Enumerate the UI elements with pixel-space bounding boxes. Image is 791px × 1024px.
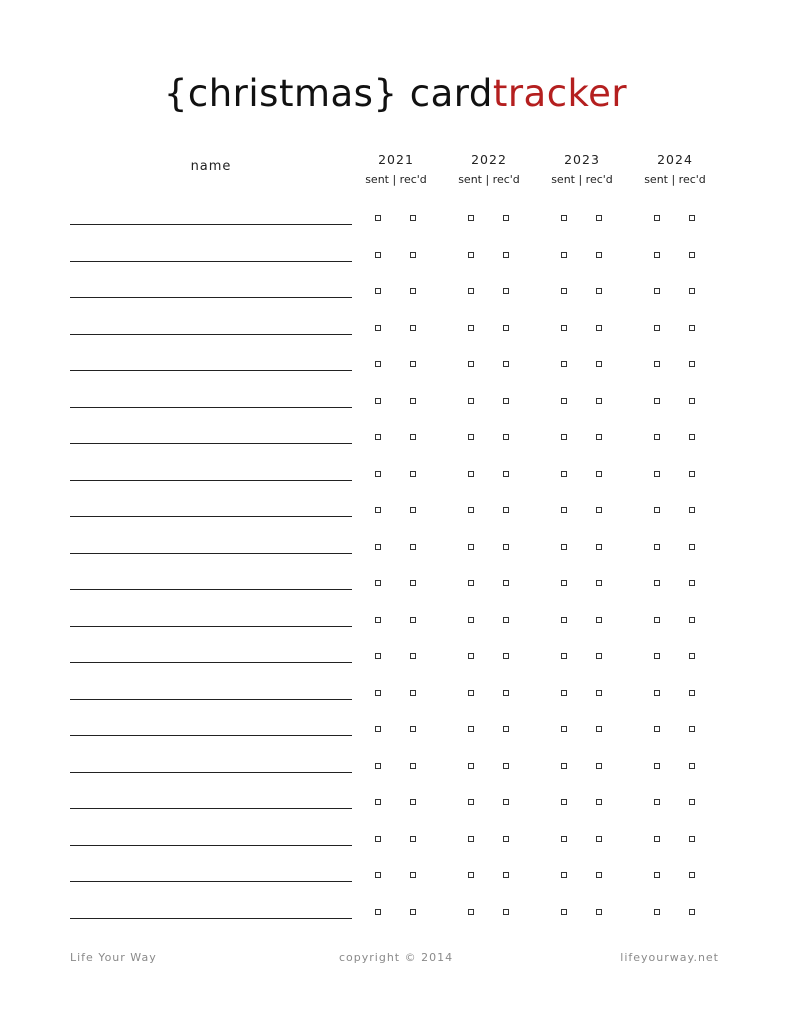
sent-checkbox-2023[interactable]: [561, 836, 567, 842]
name-entry-line[interactable]: [70, 297, 352, 298]
sent-checkbox-2022[interactable]: [468, 836, 474, 842]
received-checkbox-2024[interactable]: [689, 872, 695, 878]
received-checkbox-2024[interactable]: [689, 836, 695, 842]
name-entry-line[interactable]: [70, 918, 352, 919]
sent-checkbox-2021[interactable]: [375, 215, 381, 221]
table-row: [0, 677, 791, 713]
received-checkbox-2021[interactable]: [410, 361, 416, 367]
page-title: [0, 72, 791, 116]
sent-checkbox-2022[interactable]: [468, 690, 474, 696]
received-checkbox-2022[interactable]: [503, 288, 509, 294]
received-checkbox-2023[interactable]: [596, 325, 602, 331]
received-checkbox-2024[interactable]: [689, 252, 695, 258]
sent-checkbox-2021[interactable]: [375, 909, 381, 915]
sent-checkbox-2022[interactable]: [468, 872, 474, 878]
name-entry-line[interactable]: [70, 662, 352, 663]
received-checkbox-2022[interactable]: [503, 799, 509, 805]
sent-checkbox-2022[interactable]: [468, 653, 474, 659]
sent-checkbox-2022[interactable]: [468, 215, 474, 221]
name-entry-line[interactable]: [70, 370, 352, 371]
received-checkbox-2023[interactable]: [596, 434, 602, 440]
sent-checkbox-2023[interactable]: [561, 726, 567, 732]
name-entry-line[interactable]: [70, 516, 352, 517]
table-row: [0, 348, 791, 384]
name-entry-line[interactable]: [70, 334, 352, 335]
footer-brand: Life Your Way: [70, 951, 157, 964]
sent-checkbox-2023[interactable]: [561, 434, 567, 440]
sent-checkbox-2022[interactable]: [468, 799, 474, 805]
received-checkbox-2022[interactable]: [503, 690, 509, 696]
sent-received-label: sent | rec'd: [458, 173, 520, 186]
name-entry-line[interactable]: [70, 881, 352, 882]
received-checkbox-2022[interactable]: [503, 653, 509, 659]
name-entry-line[interactable]: [70, 443, 352, 444]
sent-checkbox-2023[interactable]: [561, 398, 567, 404]
table-row: [0, 750, 791, 786]
sent-checkbox-2021[interactable]: [375, 544, 381, 550]
received-checkbox-2023[interactable]: [596, 580, 602, 586]
sent-checkbox-2021[interactable]: [375, 617, 381, 623]
sent-checkbox-2023[interactable]: [561, 361, 567, 367]
received-checkbox-2024[interactable]: [689, 288, 695, 294]
received-checkbox-2023[interactable]: [596, 215, 602, 221]
sent-checkbox-2023[interactable]: [561, 690, 567, 696]
name-entry-line[interactable]: [70, 626, 352, 627]
sent-checkbox-2024[interactable]: [654, 726, 660, 732]
sent-checkbox-2024[interactable]: [654, 617, 660, 623]
received-checkbox-2023[interactable]: [596, 872, 602, 878]
received-checkbox-2022[interactable]: [503, 471, 509, 477]
sent-received-label: sent | rec'd: [551, 173, 613, 186]
sent-checkbox-2021[interactable]: [375, 580, 381, 586]
table-row: [0, 604, 791, 640]
received-checkbox-2022[interactable]: [503, 872, 509, 878]
received-checkbox-2022[interactable]: [503, 726, 509, 732]
received-checkbox-2024[interactable]: [689, 617, 695, 623]
received-checkbox-2022[interactable]: [503, 763, 509, 769]
year-label: 2023: [564, 152, 600, 167]
received-checkbox-2023[interactable]: [596, 398, 602, 404]
received-checkbox-2023[interactable]: [596, 909, 602, 915]
sent-checkbox-2021[interactable]: [375, 653, 381, 659]
sent-checkbox-2022[interactable]: [468, 507, 474, 513]
name-entry-line[interactable]: [70, 589, 352, 590]
sent-checkbox-2023[interactable]: [561, 252, 567, 258]
received-checkbox-2021[interactable]: [410, 507, 416, 513]
table-row: [0, 458, 791, 494]
name-entry-line[interactable]: [70, 224, 352, 225]
received-checkbox-2022[interactable]: [503, 325, 509, 331]
sent-checkbox-2021[interactable]: [375, 434, 381, 440]
table-row: [0, 531, 791, 567]
sent-checkbox-2021[interactable]: [375, 726, 381, 732]
sent-checkbox-2021[interactable]: [375, 690, 381, 696]
sent-checkbox-2022[interactable]: [468, 763, 474, 769]
sent-checkbox-2023[interactable]: [561, 507, 567, 513]
name-entry-line[interactable]: [70, 808, 352, 809]
table-row: [0, 640, 791, 676]
name-column-header: name: [190, 159, 232, 174]
received-checkbox-2024[interactable]: [689, 726, 695, 732]
sent-checkbox-2022[interactable]: [468, 544, 474, 550]
sent-checkbox-2022[interactable]: [468, 325, 474, 331]
received-checkbox-2021[interactable]: [410, 580, 416, 586]
received-checkbox-2021[interactable]: [410, 836, 416, 842]
received-checkbox-2024[interactable]: [689, 325, 695, 331]
received-checkbox-2021[interactable]: [410, 215, 416, 221]
sent-checkbox-2022[interactable]: [468, 617, 474, 623]
received-checkbox-2023[interactable]: [596, 252, 602, 258]
sent-checkbox-2022[interactable]: [468, 252, 474, 258]
sent-checkbox-2024[interactable]: [654, 288, 660, 294]
sent-received-label: sent | rec'd: [365, 173, 427, 186]
sent-received-label: sent | rec'd: [644, 173, 706, 186]
received-checkbox-2022[interactable]: [503, 617, 509, 623]
sent-checkbox-2024[interactable]: [654, 215, 660, 221]
sent-checkbox-2023[interactable]: [561, 763, 567, 769]
sent-checkbox-2024[interactable]: [654, 544, 660, 550]
year-header-1: [351, 151, 441, 187]
name-entry-line[interactable]: [70, 407, 352, 408]
name-entry-line[interactable]: [70, 735, 352, 736]
title-part-tracker: tracker: [492, 72, 628, 115]
sent-checkbox-2021[interactable]: [375, 471, 381, 477]
sent-checkbox-2023[interactable]: [561, 325, 567, 331]
table-row: [0, 786, 791, 822]
name-entry-line[interactable]: [70, 480, 352, 481]
received-checkbox-2021[interactable]: [410, 252, 416, 258]
sent-checkbox-2021[interactable]: [375, 398, 381, 404]
table-row: [0, 823, 791, 859]
sent-checkbox-2024[interactable]: [654, 909, 660, 915]
sent-checkbox-2024[interactable]: [654, 763, 660, 769]
year-label: 2021: [378, 152, 414, 167]
received-checkbox-2021[interactable]: [410, 726, 416, 732]
footer-website: lifeyourway.net: [620, 951, 719, 964]
sent-checkbox-2023[interactable]: [561, 909, 567, 915]
received-checkbox-2021[interactable]: [410, 434, 416, 440]
received-checkbox-2023[interactable]: [596, 836, 602, 842]
received-checkbox-2022[interactable]: [503, 252, 509, 258]
received-checkbox-2023[interactable]: [596, 544, 602, 550]
received-checkbox-2022[interactable]: [503, 580, 509, 586]
received-checkbox-2022[interactable]: [503, 836, 509, 842]
received-checkbox-2023[interactable]: [596, 361, 602, 367]
received-checkbox-2024[interactable]: [689, 215, 695, 221]
year-header-2: [444, 151, 534, 187]
received-checkbox-2022[interactable]: [503, 507, 509, 513]
received-checkbox-2023[interactable]: [596, 726, 602, 732]
sent-checkbox-2024[interactable]: [654, 799, 660, 805]
sent-checkbox-2024[interactable]: [654, 252, 660, 258]
sent-checkbox-2024[interactable]: [654, 325, 660, 331]
received-checkbox-2023[interactable]: [596, 288, 602, 294]
title-part-card: {christmas} card: [163, 72, 493, 115]
received-checkbox-2024[interactable]: [689, 909, 695, 915]
received-checkbox-2023[interactable]: [596, 617, 602, 623]
footer-copyright: copyright © 2014: [339, 951, 454, 964]
received-checkbox-2023[interactable]: [596, 799, 602, 805]
sent-checkbox-2022[interactable]: [468, 434, 474, 440]
sent-checkbox-2024[interactable]: [654, 361, 660, 367]
received-checkbox-2024[interactable]: [689, 580, 695, 586]
received-checkbox-2021[interactable]: [410, 471, 416, 477]
sent-checkbox-2023[interactable]: [561, 471, 567, 477]
name-entry-line[interactable]: [70, 845, 352, 846]
sent-checkbox-2023[interactable]: [561, 653, 567, 659]
received-checkbox-2021[interactable]: [410, 763, 416, 769]
received-checkbox-2021[interactable]: [410, 325, 416, 331]
sent-checkbox-2021[interactable]: [375, 361, 381, 367]
sent-checkbox-2023[interactable]: [561, 544, 567, 550]
sent-checkbox-2022[interactable]: [468, 471, 474, 477]
received-checkbox-2024[interactable]: [689, 544, 695, 550]
received-checkbox-2021[interactable]: [410, 544, 416, 550]
year-header-3: [537, 151, 627, 187]
sent-checkbox-2023[interactable]: [561, 799, 567, 805]
received-checkbox-2022[interactable]: [503, 434, 509, 440]
name-entry-line[interactable]: [70, 772, 352, 773]
received-checkbox-2022[interactable]: [503, 398, 509, 404]
name-entry-line[interactable]: [70, 699, 352, 700]
sent-checkbox-2024[interactable]: [654, 872, 660, 878]
received-checkbox-2021[interactable]: [410, 288, 416, 294]
sent-checkbox-2021[interactable]: [375, 288, 381, 294]
sent-checkbox-2021[interactable]: [375, 325, 381, 331]
received-checkbox-2022[interactable]: [503, 909, 509, 915]
sent-checkbox-2022[interactable]: [468, 909, 474, 915]
received-checkbox-2023[interactable]: [596, 471, 602, 477]
received-checkbox-2022[interactable]: [503, 215, 509, 221]
sent-checkbox-2023[interactable]: [561, 617, 567, 623]
year-label: 2022: [471, 152, 507, 167]
received-checkbox-2024[interactable]: [689, 507, 695, 513]
received-checkbox-2024[interactable]: [689, 653, 695, 659]
sent-checkbox-2024[interactable]: [654, 398, 660, 404]
received-checkbox-2021[interactable]: [410, 799, 416, 805]
received-checkbox-2021[interactable]: [410, 690, 416, 696]
sent-checkbox-2021[interactable]: [375, 799, 381, 805]
sent-checkbox-2024[interactable]: [654, 690, 660, 696]
sent-checkbox-2021[interactable]: [375, 872, 381, 878]
table-row: [0, 312, 791, 348]
received-checkbox-2024[interactable]: [689, 799, 695, 805]
received-checkbox-2021[interactable]: [410, 617, 416, 623]
table-row: [0, 713, 791, 749]
sent-checkbox-2022[interactable]: [468, 361, 474, 367]
received-checkbox-2023[interactable]: [596, 507, 602, 513]
table-row: [0, 494, 791, 530]
table-row: [0, 859, 791, 895]
table-row: [0, 421, 791, 457]
sent-checkbox-2024[interactable]: [654, 434, 660, 440]
sent-checkbox-2023[interactable]: [561, 215, 567, 221]
sent-checkbox-2021[interactable]: [375, 507, 381, 513]
received-checkbox-2024[interactable]: [689, 361, 695, 367]
received-checkbox-2023[interactable]: [596, 690, 602, 696]
received-checkbox-2024[interactable]: [689, 398, 695, 404]
table-row: [0, 275, 791, 311]
sent-checkbox-2023[interactable]: [561, 288, 567, 294]
sent-checkbox-2021[interactable]: [375, 836, 381, 842]
received-checkbox-2023[interactable]: [596, 653, 602, 659]
received-checkbox-2024[interactable]: [689, 471, 695, 477]
received-checkbox-2024[interactable]: [689, 690, 695, 696]
received-checkbox-2021[interactable]: [410, 872, 416, 878]
name-entry-line[interactable]: [70, 261, 352, 262]
sent-checkbox-2023[interactable]: [561, 580, 567, 586]
name-entry-line[interactable]: [70, 553, 352, 554]
received-checkbox-2021[interactable]: [410, 398, 416, 404]
table-row: [0, 567, 791, 603]
table-row: [0, 896, 791, 932]
sent-checkbox-2024[interactable]: [654, 836, 660, 842]
received-checkbox-2024[interactable]: [689, 434, 695, 440]
sent-checkbox-2024[interactable]: [654, 653, 660, 659]
sent-checkbox-2024[interactable]: [654, 580, 660, 586]
received-checkbox-2022[interactable]: [503, 544, 509, 550]
received-checkbox-2021[interactable]: [410, 909, 416, 915]
table-row: [0, 239, 791, 275]
sent-checkbox-2021[interactable]: [375, 252, 381, 258]
received-checkbox-2024[interactable]: [689, 763, 695, 769]
table-row: [0, 385, 791, 421]
received-checkbox-2021[interactable]: [410, 653, 416, 659]
sent-checkbox-2022[interactable]: [468, 726, 474, 732]
year-header-4: [630, 151, 720, 187]
received-checkbox-2023[interactable]: [596, 763, 602, 769]
sent-checkbox-2023[interactable]: [561, 872, 567, 878]
year-label: 2024: [657, 152, 693, 167]
sent-checkbox-2024[interactable]: [654, 507, 660, 513]
sent-checkbox-2022[interactable]: [468, 398, 474, 404]
received-checkbox-2022[interactable]: [503, 361, 509, 367]
sent-checkbox-2022[interactable]: [468, 288, 474, 294]
sent-checkbox-2024[interactable]: [654, 471, 660, 477]
sent-checkbox-2021[interactable]: [375, 763, 381, 769]
table-row: [0, 202, 791, 238]
sent-checkbox-2022[interactable]: [468, 580, 474, 586]
